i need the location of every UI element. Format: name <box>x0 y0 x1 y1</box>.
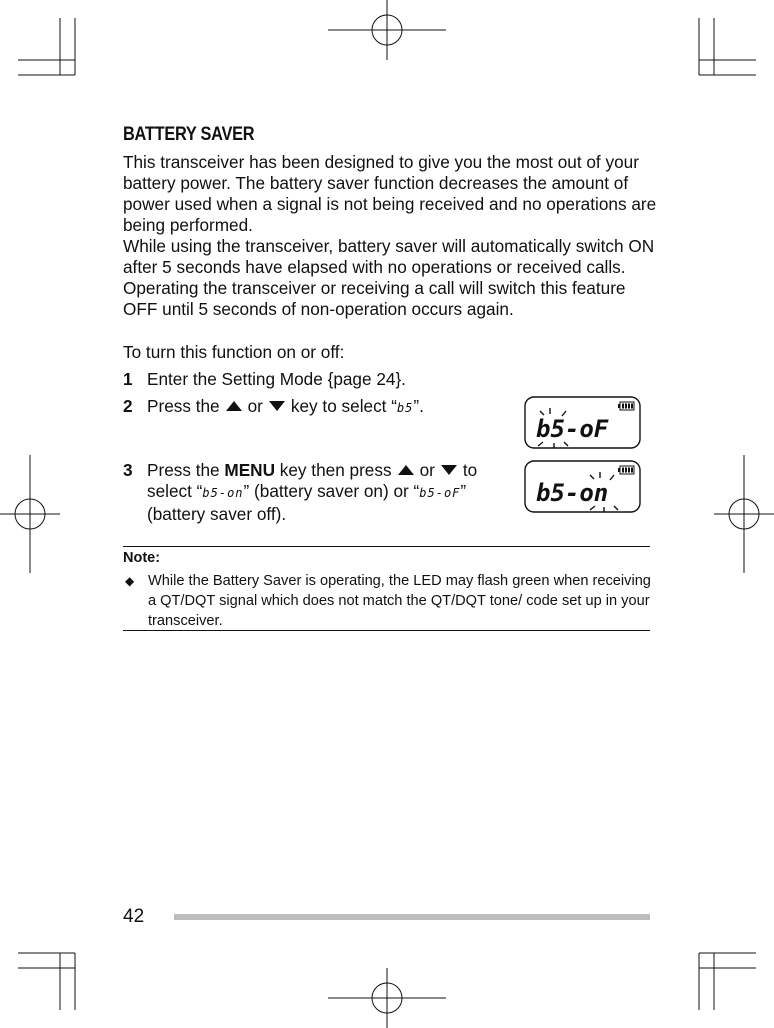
menu-key-label: MENU <box>224 460 275 480</box>
lcd-display-on <box>524 460 641 513</box>
up-arrow-icon <box>398 465 414 475</box>
down-arrow-icon <box>269 401 285 411</box>
segment-display-text: b5-on <box>202 486 244 500</box>
section-title: BATTERY SAVER <box>123 124 255 145</box>
segment-display-text: b5 <box>396 401 414 415</box>
lcd-display-off <box>524 396 641 449</box>
lcd-text: b5-oF <box>536 415 609 443</box>
footer-bar <box>174 914 650 920</box>
step-number: 1 <box>123 369 133 389</box>
step-number: 3 <box>123 460 133 480</box>
step-text: Press the MENU key then press or to select “b5-on” (battery saver on) or “b5-oF” (battery saver off). <box>147 460 478 524</box>
step-text: Press the or key to select “b5”. <box>147 396 424 416</box>
note-title: Note: <box>123 550 161 566</box>
diamond-bullet-icon: ◆ <box>125 574 135 588</box>
step-number: 2 <box>123 396 133 416</box>
note-text: While the Battery Saver is operating, the LED may flash green when receiving a QT/DQT signal which does not match the QT/DQT tone/ code set up in your transceiver. <box>148 573 651 629</box>
note-top-rule <box>123 546 650 547</box>
note-bottom-rule <box>123 630 650 631</box>
step-text: Enter the Setting Mode {page 24}. <box>147 369 406 389</box>
instruction-lead: To turn this function on or off: <box>123 342 345 362</box>
behavior-paragraph: While using the transceiver, battery saver will automatically switch ON after 5 seconds have elapsed with no operations or received calls. Operating the transceiver or receiving a call will switch this feature OFF until 5 seconds of non-operation occurs again. <box>123 236 655 319</box>
up-arrow-icon <box>226 401 242 411</box>
down-arrow-icon <box>441 465 457 475</box>
intro-paragraph: This transceiver has been designed to give you the most out of your battery power. The battery saver function decreases the amount of power used when a signal is not being received and no operations are being performed. <box>123 152 657 235</box>
lcd-text: b5-on <box>536 479 609 507</box>
segment-display-text: b5-oF <box>419 486 461 500</box>
page-number: 42 <box>123 906 145 927</box>
